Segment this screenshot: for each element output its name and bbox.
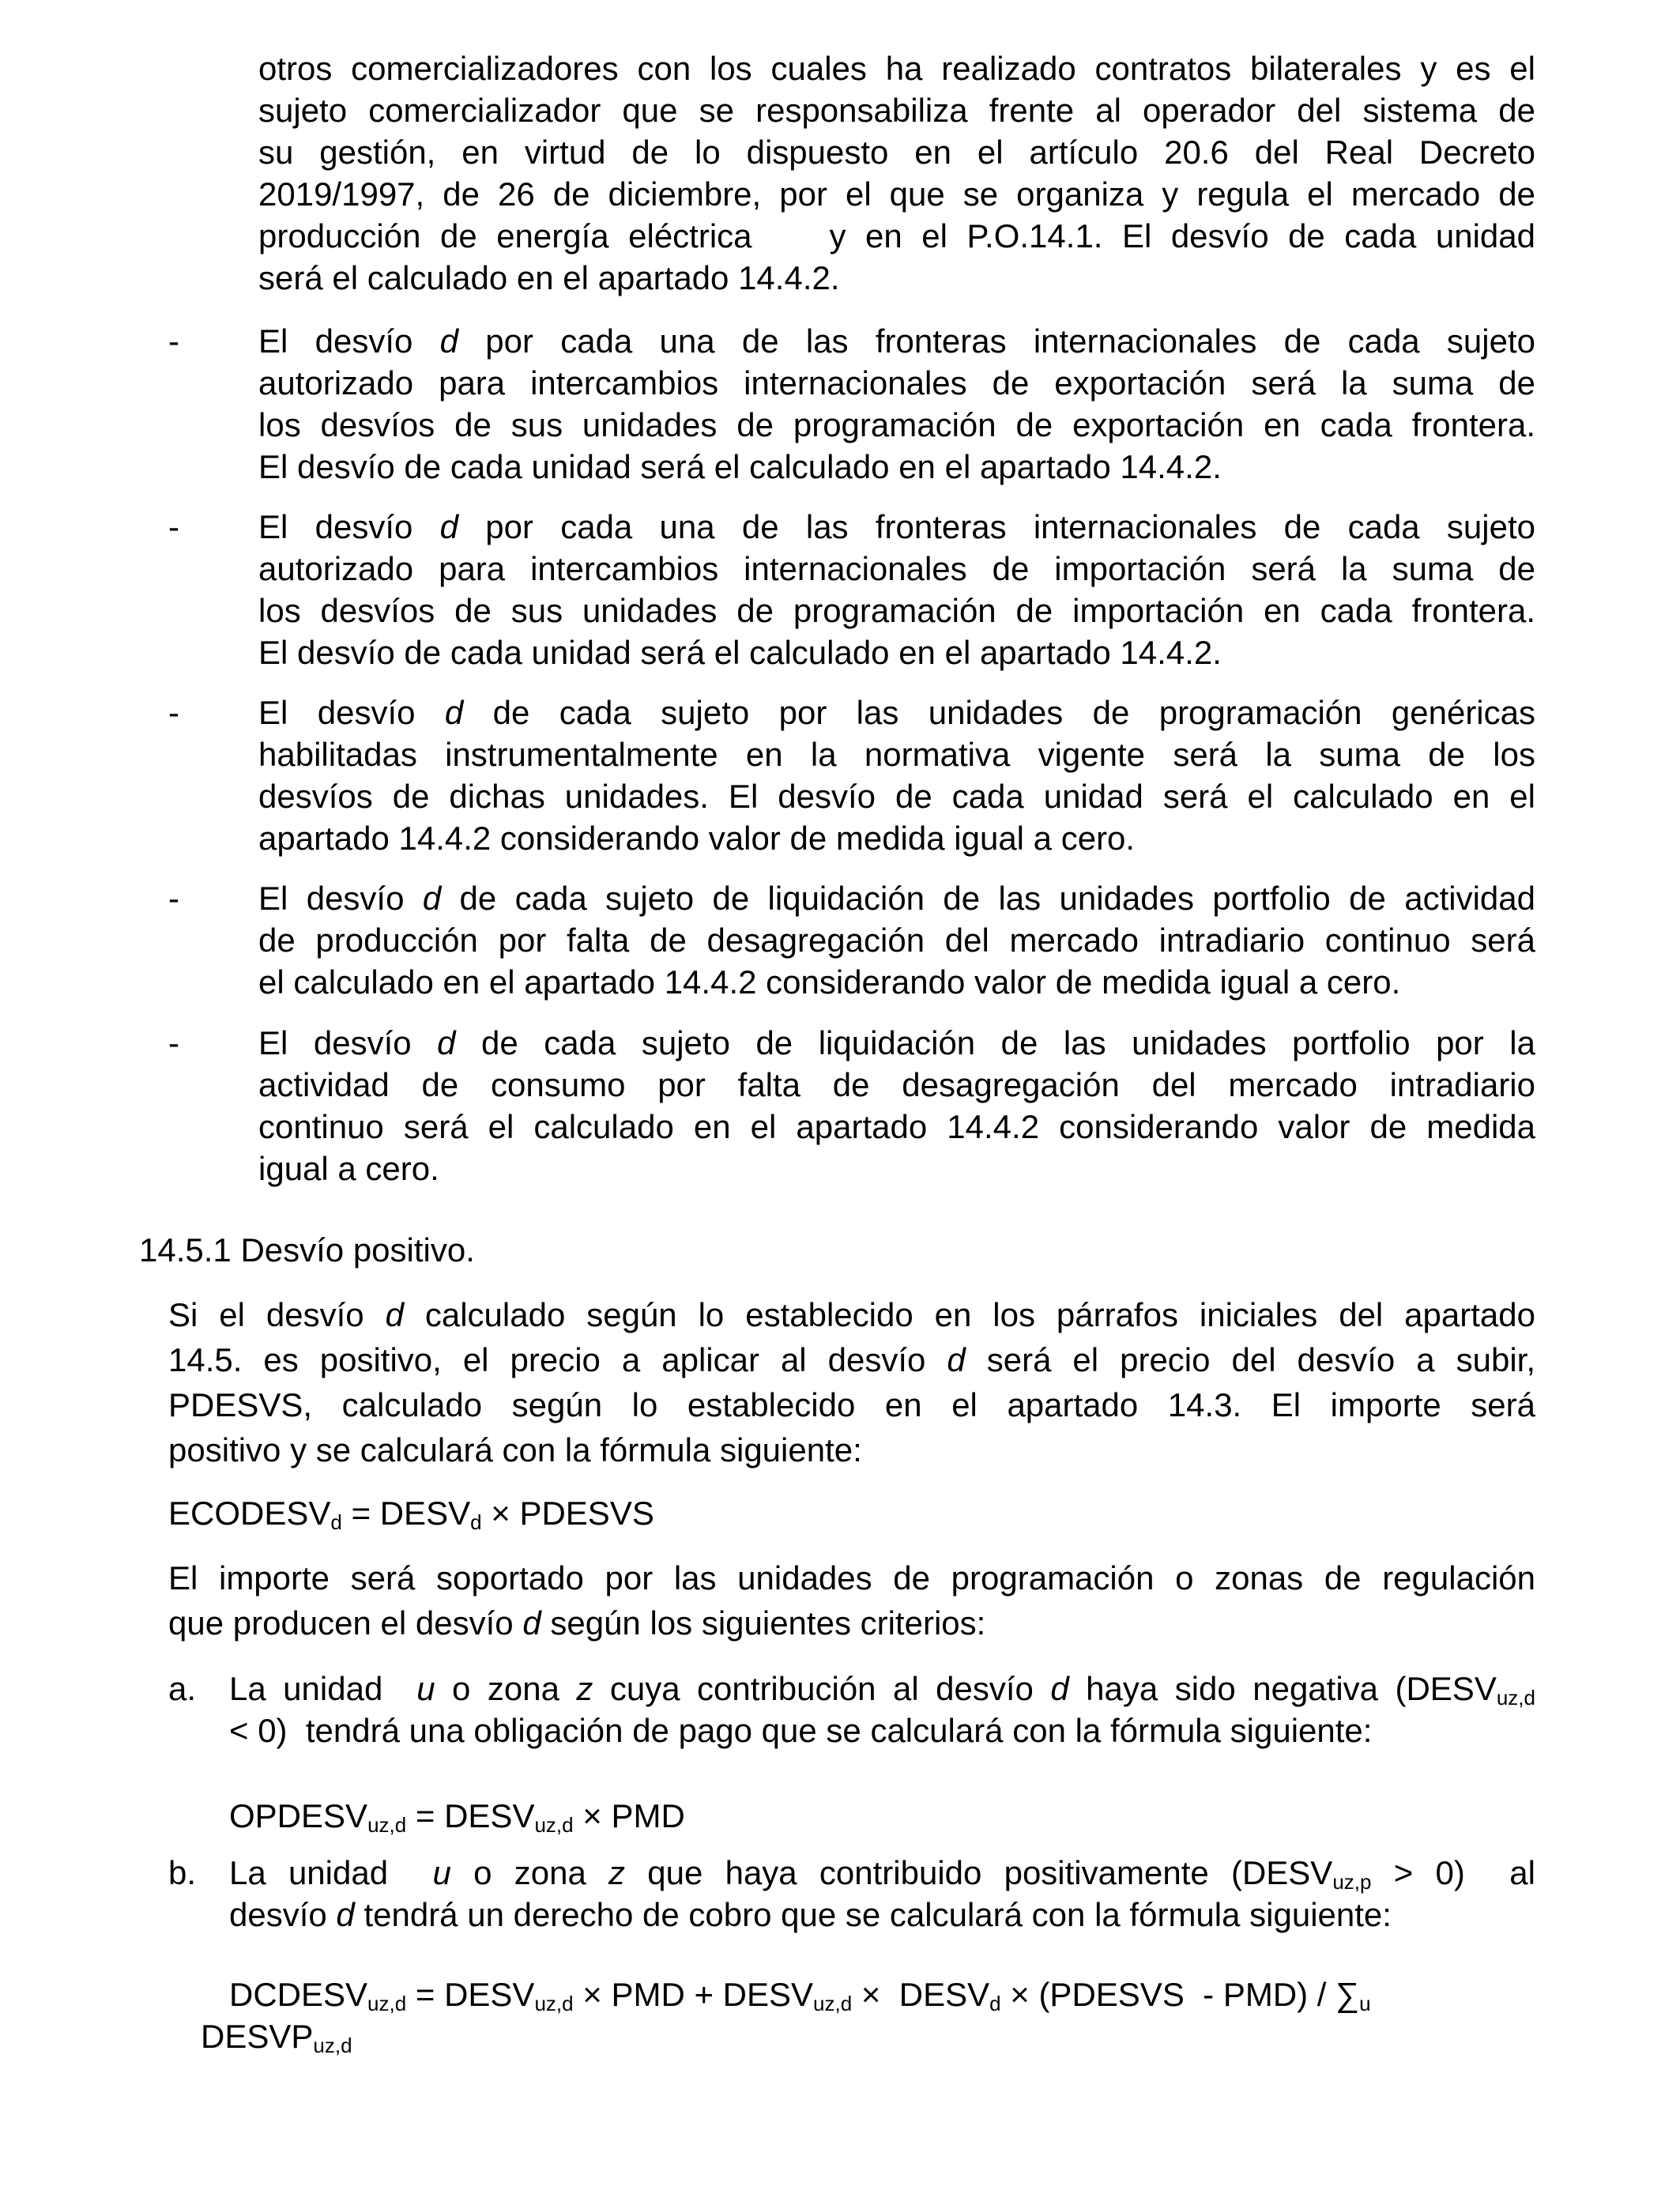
intro-paragraph xyxy=(258,47,1535,299)
bullet-line: habilitadas instrumentalmente en la normativa vigente será la suma de los xyxy=(258,736,1535,773)
text: El desvío xyxy=(258,694,445,731)
text: × PDESVS xyxy=(481,1495,654,1532)
text: cuya contribución al desvío xyxy=(593,1670,1051,1707)
bullet-line xyxy=(258,320,1535,362)
var-d: d xyxy=(437,1024,456,1061)
subscript: d xyxy=(470,1510,482,1534)
subscript: uz,d xyxy=(534,1813,574,1837)
intro-line: su gestión, en virtud de lo dispuesto en el artículo 20.6 del Real Decreto xyxy=(258,134,1535,171)
text: tendrá un derecho de cobro que se calculará con la fórmula siguiente: xyxy=(354,1896,1392,1933)
section-heading-text: 14.5.1 Desvío positivo. xyxy=(139,1231,475,1269)
paragraph-line: positivo y se calculará con la fórmula siguiente: xyxy=(168,1431,862,1468)
text: haya sido negativa (DESV xyxy=(1068,1670,1497,1707)
intro-line: sujeto comercializador que se responsabiliza frente al operador del sistema de xyxy=(258,92,1535,129)
subscript: u xyxy=(1359,1992,1371,2015)
bullet-line: los desvíos de sus unidades de programación de exportación en cada frontera. xyxy=(258,406,1535,443)
formula-line xyxy=(201,1973,1535,2015)
paragraph xyxy=(168,1557,1535,1644)
var-d: d xyxy=(385,1296,404,1333)
intro-line: será el calculado en el apartado 14.4.2. xyxy=(258,259,840,296)
text: DCDESV xyxy=(229,1976,368,2013)
var-d: d xyxy=(439,322,458,360)
text: × DESV xyxy=(852,1976,990,2013)
text: Si el desvío xyxy=(168,1296,386,1333)
list-marker: a. xyxy=(168,1670,197,1707)
bullet-line: desvíos de dichas unidades. El desvío de cada unidad será el calculado en el xyxy=(258,778,1535,815)
var-d: d xyxy=(422,880,442,917)
bullet-line: apartado 14.4.2 considerando valor de medida igual a cero. xyxy=(258,820,1136,857)
subscript: d xyxy=(330,1510,342,1534)
var-u: u xyxy=(432,1854,451,1891)
text: El desvío xyxy=(258,508,440,545)
bullet-dash: - xyxy=(168,508,179,545)
var-d: d xyxy=(336,1896,355,1933)
bullet-line: continuo será el calculado en el apartado 14.4.2 considerando valor de medida xyxy=(258,1108,1535,1145)
text: × PMD xyxy=(573,1797,685,1834)
text: de cada sujeto de liquidación de las unidades portfolio por la xyxy=(455,1024,1535,1061)
text: OPDESV xyxy=(229,1797,368,1834)
section-heading xyxy=(139,1229,475,1271)
text: El desvío xyxy=(258,880,423,917)
text: o zona xyxy=(435,1670,577,1707)
paragraph-line xyxy=(168,1339,1535,1381)
bullet-line: actividad de consumo por falta de desagregación del mercado intradiario xyxy=(258,1066,1535,1103)
var-d: d xyxy=(444,694,464,731)
var-u: u xyxy=(416,1670,435,1707)
bullet-line: El desvío de cada unidad será el calculado en el apartado 14.4.2. xyxy=(258,448,1222,485)
var-d: d xyxy=(522,1604,541,1642)
paragraph xyxy=(168,1294,1535,1471)
bullet-dash: - xyxy=(168,880,179,917)
intro-line: otros comercializadores con los cuales ha realizado contratos bilaterales y es el xyxy=(258,50,1535,87)
text: calculado según lo establecido en los párrafos iniciales del apartado xyxy=(403,1296,1535,1333)
text: = DESV xyxy=(341,1495,471,1532)
text: o zona xyxy=(450,1854,609,1891)
bullet-line xyxy=(258,692,1535,733)
paragraph-line xyxy=(168,1294,1535,1336)
text: que haya contribuido positivamente (DESV xyxy=(625,1854,1333,1891)
var-d: d xyxy=(1050,1670,1069,1707)
paragraph-line: PDESVS, calculado según lo establecido en el apartado 14.3. El importe será xyxy=(168,1386,1535,1423)
subscript: uz,d xyxy=(1496,1686,1535,1710)
formula-ecodesv xyxy=(168,1492,654,1534)
text: > 0) al xyxy=(1371,1854,1535,1891)
bullet-dash: - xyxy=(168,1024,179,1061)
bullet-line: autorizado para intercambios internacionales de importación será la suma de xyxy=(258,550,1535,587)
text: será el precio del desvío a subir, xyxy=(965,1341,1535,1378)
formula-line xyxy=(201,2015,1535,2057)
formula-opdesv xyxy=(229,1795,1535,1837)
text: por cada una de las fronteras internacionales de cada sujeto xyxy=(458,508,1535,545)
bullet-line: de producción por falta de desagregación del mercado intradiario continuo será xyxy=(258,922,1535,959)
text: El desvío xyxy=(258,1024,438,1061)
subscript: uz,d xyxy=(813,1992,853,2015)
text: = DESV xyxy=(406,1976,535,2013)
subscript: d xyxy=(989,1992,1001,2015)
subscript: uz,p xyxy=(1332,1870,1372,1894)
text: 14.5. es positivo, el precio a aplicar al desvío xyxy=(168,1341,947,1378)
bullet-line: autorizado para intercambios internacionales de exportación será la suma de xyxy=(258,364,1535,401)
text: de cada sujeto por las unidades de programación genéricas xyxy=(463,694,1535,731)
text: La unidad xyxy=(229,1854,433,1891)
text: ECODESV xyxy=(168,1495,331,1532)
text: que producen el desvío xyxy=(168,1604,523,1642)
subscript: uz,d xyxy=(313,2034,352,2057)
bullet-line xyxy=(258,1022,1535,1064)
subscript: uz,d xyxy=(534,1992,574,2015)
bullet-line: el calculado en el apartado 14.4.2 considerando valor de medida igual a cero. xyxy=(258,963,1401,1001)
bullet-line: igual a cero. xyxy=(258,1150,439,1187)
item-line xyxy=(229,1852,1535,1894)
text: DESVP xyxy=(201,2018,314,2055)
bullet-dash: - xyxy=(168,694,179,731)
text: × (PDESVS - PMD) / ∑ xyxy=(1000,1976,1360,2013)
item-line: < 0) tendrá una obligación de pago que se calculará con la fórmula siguiente: xyxy=(229,1712,1373,1749)
var-d: d xyxy=(947,1341,966,1378)
subscript: uz,d xyxy=(367,1813,407,1837)
text: El desvío xyxy=(258,322,440,360)
var-d: d xyxy=(439,508,458,545)
paragraph-line xyxy=(168,1602,1535,1644)
text: La unidad xyxy=(229,1670,417,1707)
item-line xyxy=(229,1668,1535,1710)
var-z: z xyxy=(608,1854,626,1891)
text: × PMD + DESV xyxy=(573,1976,814,2013)
intro-line: producción de energía eléctrica y en el P.O.14.1. El desvío de cada unidad xyxy=(258,217,1535,254)
bullet-dash: - xyxy=(168,322,179,360)
list-marker: b. xyxy=(168,1854,197,1891)
bullet-line xyxy=(258,877,1535,919)
formula-dcdesv xyxy=(201,1973,1535,2057)
bullet-line: El desvío de cada unidad será el calculado en el apartado 14.4.2. xyxy=(258,634,1222,671)
var-z: z xyxy=(576,1670,593,1707)
subscript: uz,d xyxy=(367,1992,407,2015)
text: = DESV xyxy=(406,1797,535,1834)
paragraph-line: El importe será soportado por las unidades de programación o zonas de regulación xyxy=(168,1559,1535,1596)
text: desvío xyxy=(229,1896,337,1933)
text: de cada sujeto de liquidación de las unidades portfolio de actividad xyxy=(441,880,1535,917)
intro-line: 2019/1997, de 26 de diciembre, por el que se organiza y regula el mercado de xyxy=(258,175,1535,213)
text: por cada una de las fronteras internacionales de cada sujeto xyxy=(458,322,1535,360)
bullet-line: los desvíos de sus unidades de programación de importación en cada frontera. xyxy=(258,592,1535,629)
formula-line xyxy=(168,1492,654,1534)
bullet-line xyxy=(258,506,1535,548)
text: según los siguientes criterios: xyxy=(541,1604,986,1642)
item-line xyxy=(229,1894,1535,1936)
